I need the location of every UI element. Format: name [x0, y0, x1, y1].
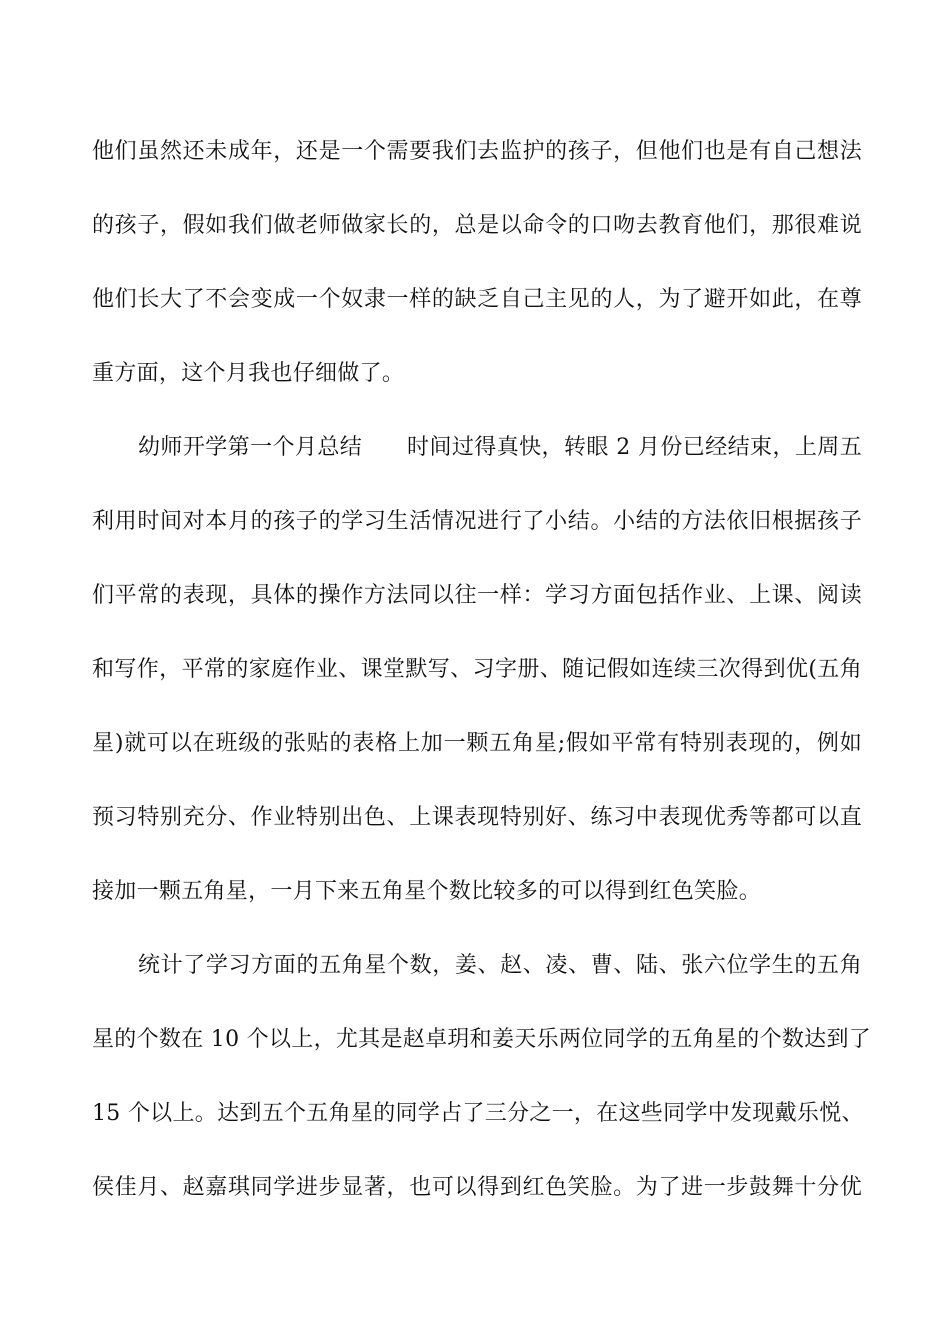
text-line: 星)就可以在班级的张贴的表格上加一颗五角星;假如平常有特别表现的，例如 — [92, 731, 862, 756]
text-line: 他们虽然还未成年，还是一个需要我们去监护的孩子，但他们也是有自己想法 — [92, 139, 862, 164]
text-line: 利用时间对本月的孩子的学习生活情况进行了小结。小结的方法依旧根据孩子 — [92, 509, 862, 534]
text-line: 15 个以上。达到五个五角星的同学占了三分之一，在这些同学中发现戴乐悦、 — [92, 1101, 864, 1126]
text-line: 接加一颗五角星，一月下来五角星个数比较多的可以得到红色笑脸。 — [92, 879, 762, 904]
text-line: 统计了学习方面的五角星个数，姜、赵、凌、曹、陆、张六位学生的五角 — [138, 953, 862, 978]
text-line: 的孩子，假如我们做老师做家长的，总是以命令的口吻去教育他们，那很难说 — [92, 213, 862, 238]
text-line: 们平常的表现，具体的操作方法同以往一样：学习方面包括作业、上课、阅读 — [92, 583, 862, 608]
text-line: 预习特别充分、作业特别出色、上课表现特别好、练习中表现优秀等都可以直 — [92, 805, 862, 830]
text-line: 侯佳月、赵嘉琪同学进步显著，也可以得到红色笑脸。为了进一步鼓舞十分优 — [92, 1175, 862, 1200]
text-line: 他们长大了不会变成一个奴隶一样的缺乏自己主见的人，为了避开如此，在尊 — [92, 287, 862, 312]
text-line: 重方面，这个月我也仔细做了。 — [92, 361, 405, 386]
text-line: 星的个数在 10 个以上，尤其是赵卓玥和姜天乐两位同学的五角星的个数达到了 — [92, 1027, 872, 1052]
text-line: 和写作，平常的家庭作业、课堂默写、习字册、随记假如连续三次得到优(五角 — [92, 657, 862, 682]
text-line: 幼师开学第一个月总结 时间过得真快，转眼 2 月份已经结束，上周五 — [138, 435, 862, 460]
